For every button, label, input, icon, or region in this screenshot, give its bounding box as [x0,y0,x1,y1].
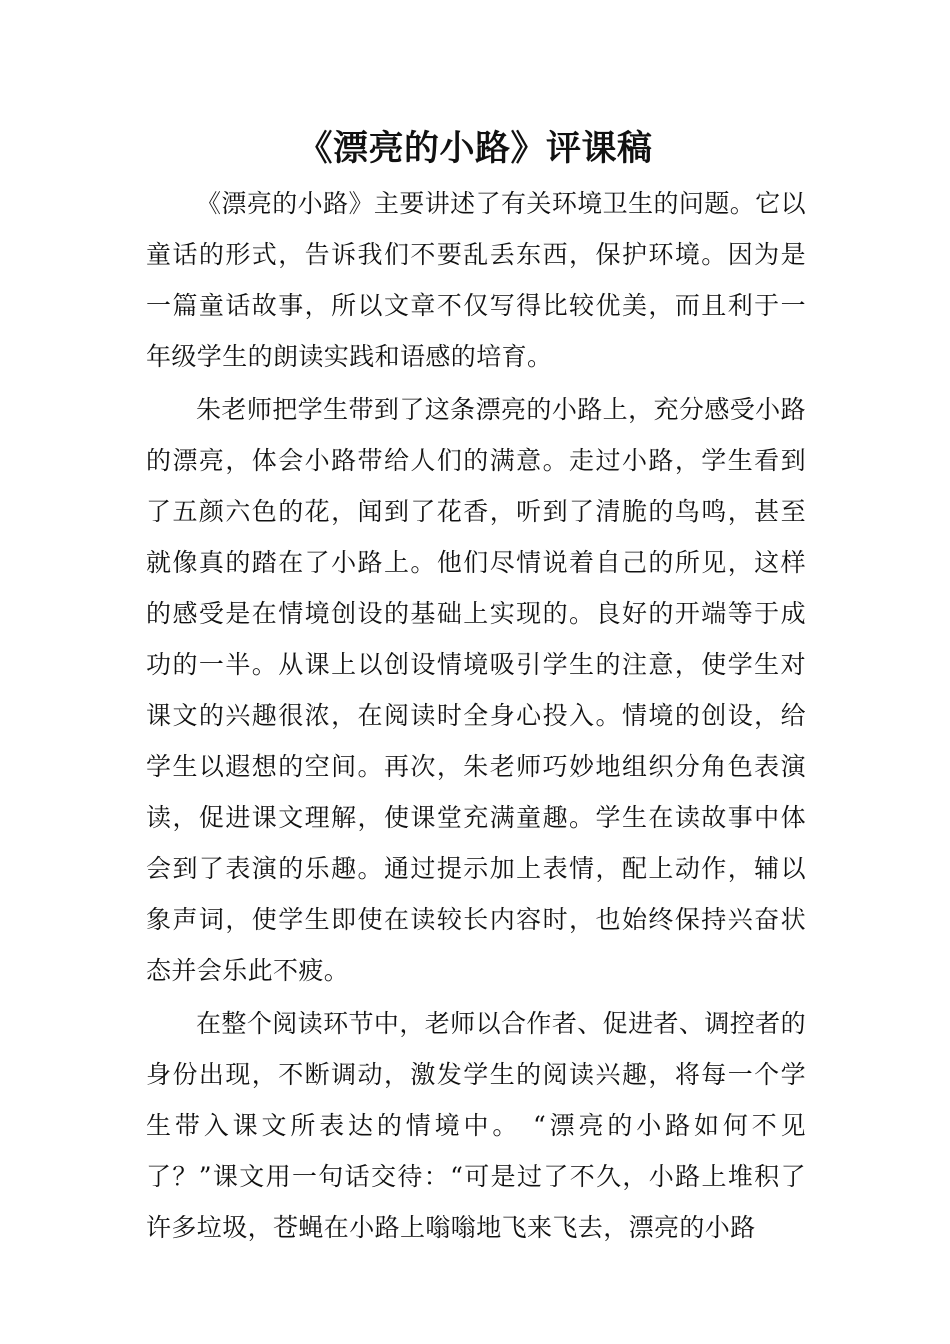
paragraph-2: 朱老师把学生带到了这条漂亮的小路上，充分感受小路的漂亮，体会小路带给人们的满意。走过小路，学生看到了五颜六色的花，闻到了花香，听到了清脆的鸟鸣，甚至就像真的踏在了小路上。他们尽情说着自己的所见，这样的感受是在情境创设的基础上实现的。良好的开端等于成功的一半。从课上以创设情境吸引学生的注意，使学生对课文的兴趣很浓，在阅读时全身心投入。情境的创设，给学生以遐想的空间。再次，朱老师巧妙地组织分角色表演读，促进课文理解，使课堂充满童趣。学生在读故事中体会到了表演的乐趣。通过提示加上表情，配上动作，辅以象声词，使学生即使在读较长内容时，也始终保持兴奋状态并会乐此不疲。 [146,395,806,985]
paragraph-1: 《漂亮的小路》主要讲述了有关环境卫生的问题。它以童话的形式，告诉我们不要乱丢东西，保护环境。因为是一篇童话故事，所以文章不仅写得比较优美，而且利于一年级学生的朗读实践和语感的培育。 [146,189,806,371]
document-body [146,178,806,1253]
paragraph-3: 在整个阅读环节中，老师以合作者、促进者、调控者的身份出现，不断调动，激发学生的阅读兴趣，将每一个学生带入课文所表达的情境中。 “漂亮的小路如何不见了？”课文用一句话交待：“可是过了不久，小路上堆积了许多垃圾，苍蝇在小路上嗡嗡地飞来飞去，漂亮的小路 [146,1009,806,1242]
document-title: 《漂亮的小路》评课稿 [297,129,653,169]
